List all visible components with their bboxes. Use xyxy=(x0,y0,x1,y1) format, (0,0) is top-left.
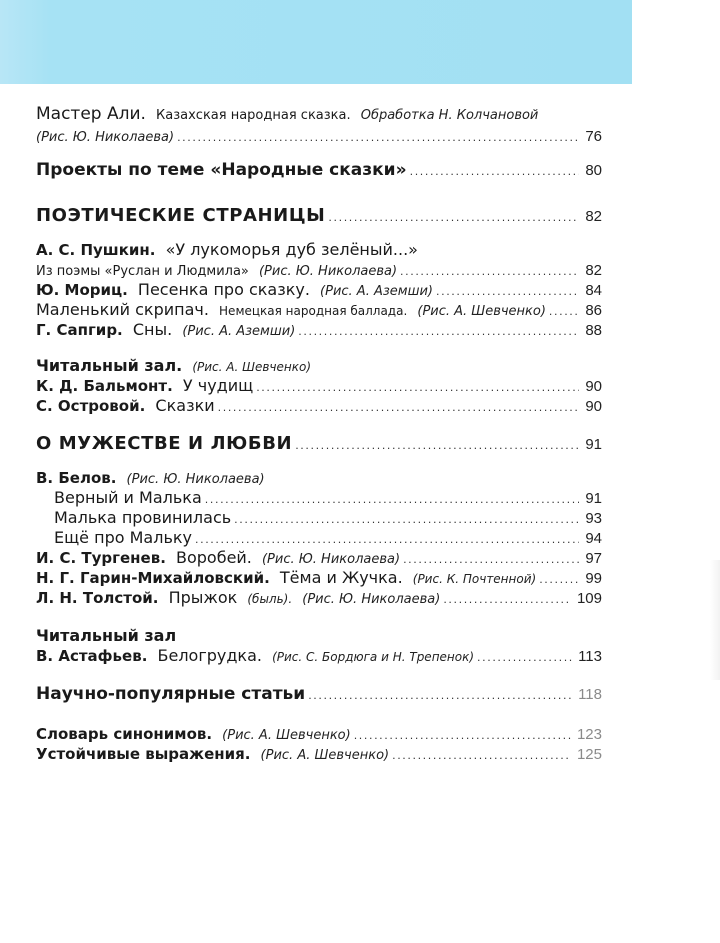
leader-dots xyxy=(477,648,572,668)
toc-entry-turgenev[interactable] xyxy=(36,548,602,570)
leader-dots xyxy=(354,726,571,746)
reading-room-title: Читальный зал. xyxy=(36,356,183,375)
toc-entry-ostrovoy[interactable] xyxy=(36,396,602,418)
page-number: 109 xyxy=(576,590,602,607)
entry-author: С. Островой. xyxy=(36,397,146,415)
leader-dots xyxy=(328,208,579,228)
toc-entry-master-ali-cont[interactable] xyxy=(36,126,602,148)
toc-entry-science[interactable] xyxy=(36,684,602,706)
entry-adaptation: Обработка Н. Колчановой xyxy=(360,108,539,123)
entry-title: Верный и Малька xyxy=(54,488,202,507)
page-number: 91 xyxy=(585,436,602,453)
page-number: 82 xyxy=(585,208,602,225)
page-number: 90 xyxy=(585,398,602,415)
entry-title: «У лукоморья дуб зелёный...» xyxy=(165,240,418,259)
page-number: 84 xyxy=(585,282,602,299)
toc-reading-room-heading-2[interactable] xyxy=(36,626,602,646)
toc-entry-eshche-pro-malku[interactable] xyxy=(36,528,602,550)
entry-title: Устойчивые выражения. xyxy=(36,745,251,763)
reading-room-title: Читальный зал xyxy=(36,626,177,645)
toc-entry-verny-malka[interactable] xyxy=(36,488,602,510)
entry-author: А. С. Пушкин. xyxy=(36,241,156,259)
toc-entry-pushkin-cont[interactable] xyxy=(36,260,602,282)
leader-dots xyxy=(195,530,579,550)
leader-dots xyxy=(234,510,579,530)
entry-title: Сказки xyxy=(155,396,215,415)
top-color-banner xyxy=(0,0,632,84)
entry-title: Ещё про Мальку xyxy=(54,528,192,547)
entry-illustrator: (Рис. Ю. Николаева) xyxy=(126,472,265,487)
entry-illustrator: (Рис. А. Аземши) xyxy=(182,324,296,339)
page-number: 90 xyxy=(585,378,602,395)
entry-illustrator: (Рис. А. Аземши) xyxy=(320,284,433,299)
toc-entry-sapgir[interactable] xyxy=(36,320,602,342)
entry-illustrator: (Рис. Ю. Николаева) xyxy=(36,130,175,145)
leader-dots xyxy=(403,550,579,570)
toc-entry-tolstoy[interactable] xyxy=(36,588,602,610)
leader-dots xyxy=(205,490,580,510)
entry-title: Малька провинилась xyxy=(54,508,232,527)
leader-dots xyxy=(549,302,579,322)
page-number: 125 xyxy=(576,746,602,763)
leader-dots xyxy=(298,322,579,342)
entry-title: Воробей. xyxy=(175,548,252,567)
page-number: 86 xyxy=(585,302,602,319)
entry-subtitle: Из поэмы «Руслан и Людмила» xyxy=(36,264,249,279)
toc-entry-balmont[interactable] xyxy=(36,376,602,398)
leader-dots xyxy=(443,590,571,610)
toc-entry-astafiev[interactable] xyxy=(36,646,602,668)
page-number: 118 xyxy=(578,686,602,703)
toc-entry-synonyms[interactable] xyxy=(36,724,602,746)
leader-dots xyxy=(308,686,572,706)
entry-title: Маленький скрипач. xyxy=(36,300,209,319)
section-title: ПОЭТИЧЕСКИЕ СТРАНИЦЫ xyxy=(36,205,326,226)
entry-title: Словарь синонимов. xyxy=(36,725,213,743)
entry-title: Тёма и Жучка. xyxy=(279,568,403,587)
page-number: 123 xyxy=(576,726,602,743)
leader-dots xyxy=(177,128,579,148)
section-title: О МУЖЕСТВЕ И ЛЮБВИ xyxy=(36,433,293,454)
entry-title: Сны. xyxy=(132,320,173,339)
entry-title: Научно-популярные статьи xyxy=(36,684,306,704)
entry-author: Ю. Мориц. xyxy=(36,281,128,299)
entry-illustrator: (Рис. Ю. Николаева) xyxy=(261,552,401,567)
page-number: 93 xyxy=(585,510,602,527)
toc-section-courage[interactable] xyxy=(36,434,602,456)
toc-entry-master-ali[interactable] xyxy=(36,104,602,126)
entry-illustrator: (Рис. А. Шевченко) xyxy=(260,748,390,763)
page-number: 97 xyxy=(585,550,602,567)
entry-author: В. Белов. xyxy=(36,469,117,487)
entry-genre: (быль). xyxy=(247,592,293,606)
page-number: 88 xyxy=(585,322,602,339)
toc-section-poetic[interactable] xyxy=(36,206,602,228)
entry-illustrator: (Рис. К. Почтенной) xyxy=(412,572,537,586)
entry-genre: Немецкая народная баллада. xyxy=(219,304,408,318)
leader-dots xyxy=(256,378,579,398)
entry-illustrator: (Рис. Ю. Николаева) xyxy=(302,592,441,607)
entry-author: Л. Н. Толстой. xyxy=(36,589,159,607)
entry-title: Прыжок xyxy=(168,588,238,607)
entry-author: И. С. Тургенев. xyxy=(36,549,166,567)
entry-title: Мастер Али. xyxy=(36,104,146,124)
entry-illustrator: (Рис. А. Шевченко) xyxy=(192,360,312,374)
entry-title: Песенка про сказку. xyxy=(137,280,310,299)
toc-entry-projects[interactable] xyxy=(36,160,602,182)
leader-dots xyxy=(400,262,579,282)
leader-dots xyxy=(539,570,579,590)
entry-title: Белогрудка. xyxy=(157,646,262,665)
leader-dots xyxy=(410,162,580,182)
entry-author: В. Астафьев. xyxy=(36,647,148,665)
toc-entry-morits[interactable] xyxy=(36,280,602,302)
entry-author: Н. Г. Гарин-Михайловский. xyxy=(36,569,270,587)
leader-dots xyxy=(392,746,571,766)
leader-dots xyxy=(218,398,580,418)
leader-dots xyxy=(295,436,579,456)
page-number: 76 xyxy=(585,128,602,145)
page-number: 91 xyxy=(585,490,602,507)
page-number: 94 xyxy=(585,530,602,547)
page-number: 99 xyxy=(585,570,602,587)
entry-illustrator: (Рис. С. Бордюга и Н. Трепенок) xyxy=(272,650,475,664)
entry-genre: Казахская народная сказка. xyxy=(156,108,351,123)
leader-dots xyxy=(436,282,579,302)
page-edge-shadow xyxy=(710,560,720,680)
entry-illustrator: (Рис. А. Шевченко) xyxy=(222,728,351,743)
page-number: 113 xyxy=(578,648,602,665)
entry-title: Проекты по теме «Народные сказки» xyxy=(36,160,407,180)
page-number: 82 xyxy=(585,262,602,279)
entry-author: К. Д. Бальмонт. xyxy=(36,377,173,395)
entry-illustrator: (Рис. Ю. Николаева) xyxy=(258,264,398,279)
toc-reading-room-heading[interactable] xyxy=(36,356,602,377)
toc-entry-pushkin[interactable] xyxy=(36,240,602,260)
page-number: 80 xyxy=(585,162,602,179)
entry-author: Г. Сапгир. xyxy=(36,321,123,339)
toc-entry-idioms[interactable] xyxy=(36,744,602,766)
toc-author-belov[interactable] xyxy=(36,468,602,490)
toc-entry-garin[interactable] xyxy=(36,568,602,590)
toc-entry-violinist[interactable] xyxy=(36,300,602,322)
entry-title: У чудищ xyxy=(182,376,254,395)
entry-illustrator: (Рис. А. Шевченко) xyxy=(417,304,546,319)
toc-entry-malka-provinilas[interactable] xyxy=(36,508,602,530)
